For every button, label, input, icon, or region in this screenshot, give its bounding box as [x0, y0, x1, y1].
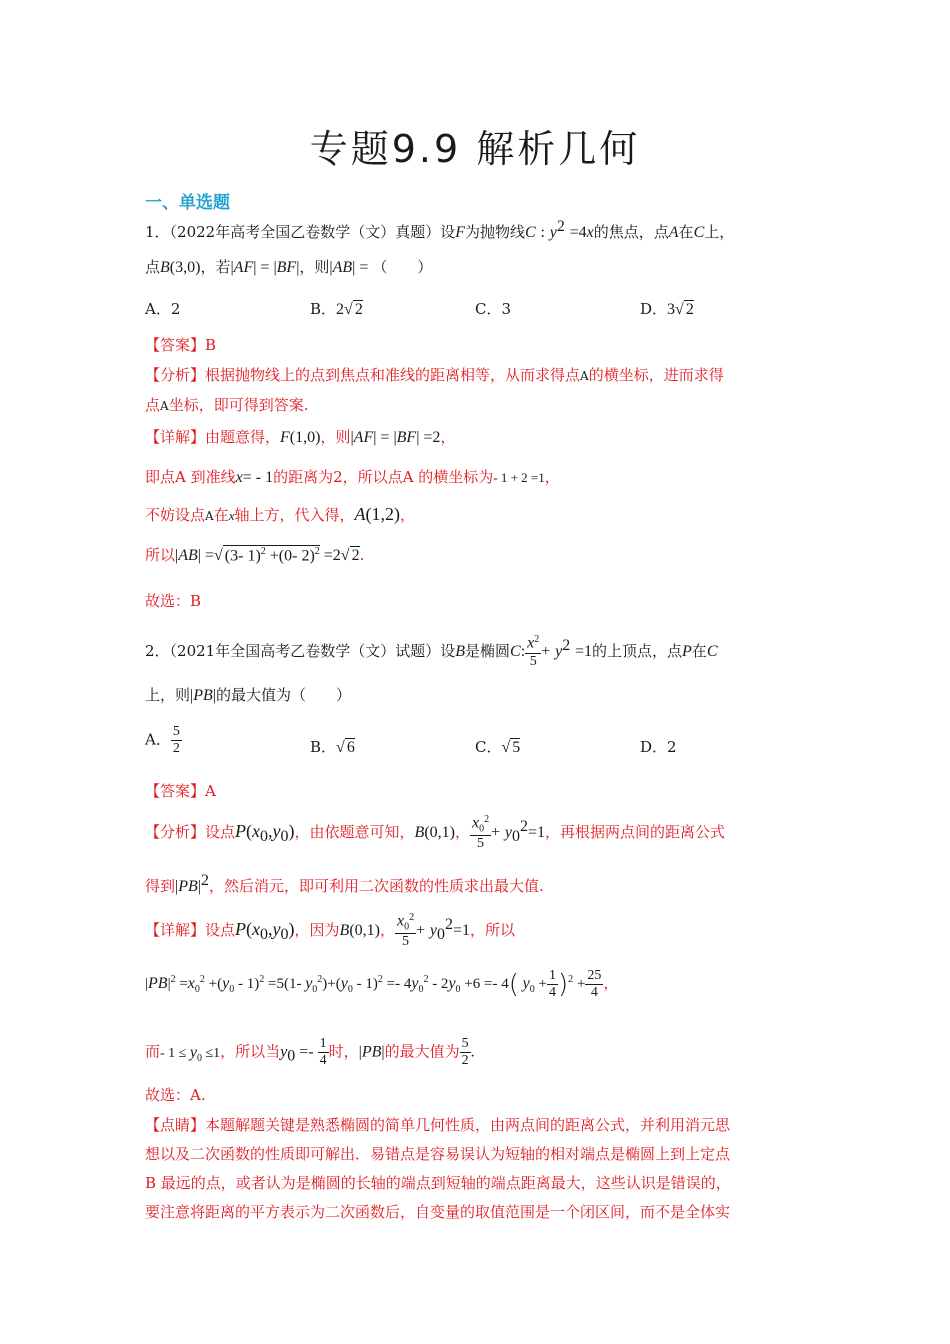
page-title: 专题9.9 解析几何 [309, 127, 641, 171]
q2-detail-conclusion: 而- $1 \le y_0 \le 1$，所以当$y_0$ =- $\frac{1}{4}$ 时，|PB|的最大值为 $\frac{5}{2}$ . [145, 1036, 475, 1069]
q2-comment-line4: 要注意将距离的平方表示为二次函数后，自变量的取值范围是一个闭区间，而不是全体实 [145, 1203, 731, 1221]
q1-stem-line2: 点B(3,0)，若|AF| = |BF|，则|AB| = （ ） [145, 258, 433, 276]
q1-analysis-line1: 【分析】根据抛物线上的点到焦点和准线的距离相等，从而求得点A的横坐标，进而求得 [145, 366, 724, 384]
q2-option-b: B．√ 6 [310, 738, 355, 756]
q2-comment-line1: 【点睛】本题解题关键是熟悉椭圆的简单几何性质，由两点间的距离公式，并利用消元思 [145, 1116, 731, 1134]
q1-option-a: A．2 [145, 300, 181, 318]
q1-answer: 【答案】B [145, 336, 217, 354]
q1-analysis-line2: 点A坐标，即可得到答案. [145, 396, 309, 414]
q1-choose: 故选：B [145, 592, 202, 610]
q1-option-b: B．2√ 2 [310, 300, 363, 318]
q1-detail-line4: 所以|AB| =√ (3- 1)$^2$ +(0- 2)$^2$ =2√ 2. [145, 545, 365, 564]
q2-option-d: D．2 [640, 738, 677, 756]
q2-comment-line3: B 最远的点，或者认为是椭圆的长轴的端点到短轴的端点距离最大，这些认识是错误的， [145, 1174, 731, 1192]
q2-choose: 故选：A. [145, 1086, 206, 1104]
q1-option-c: C．3 [475, 300, 512, 318]
q1-stem-line1: 1．（2022年高考全国乙卷数学（文）真题）设F为抛物线C : $y^2 =4x$的焦点，点A在C上， [145, 218, 735, 241]
q1-detail-line1: 【详解】由题意得，F(1,0)，则|AF| = |BF| =2， [145, 428, 456, 446]
q1-option-d: D．3√ 2 [640, 300, 694, 318]
q2-analysis-line1: 【分析】设点$P(x_0,y_0)$，由依题意可知，B(0,1)， $\frac{x_0^2}{5}$ + $y_0^2=1$，再根据两点间的距离公式 [145, 814, 726, 851]
q2-analysis-line2: 得到$|PB|^2$，然后消元，即可利用二次函数的性质求出最大值. [145, 872, 544, 895]
q2-stem-line2: 上，则|PB|的最大值为（ ） [145, 686, 351, 704]
q2-option-c: C．√ 5 [475, 738, 521, 756]
q2-detail-line1: 【详解】设点$P(x_0,y_0)$，因为B(0,1)， $\frac{x_0^2}{5}$ + $y_0^2=1$，所以 [145, 912, 516, 949]
q2-option-a: A． $\frac{5}{2}$ [145, 724, 180, 757]
q2-distance-equation: $|PB|^2 =x_0^2 +(y_0 - 1)^2 =5(1-$ $y_0^2)+(y_0 - 1)^2 =- 4y_0^2 - 2y_0 +6 =- 4$( $y_0$ + $\frac{1}{4}$ )$^2$ + $\frac{25}{4}$ ， [145, 968, 619, 1001]
q2-comment-line2: 想以及二次函数的性质即可解出．易错点是容易误认为短轴的相对端点是椭圆上到上定点 [145, 1145, 731, 1163]
q2-answer: 【答案】A [145, 782, 216, 800]
q1-detail-line3: 不妨设点A在x轴上方，代入得，A(1,2)， [145, 504, 416, 524]
section-heading: 一、单选题 [145, 193, 230, 213]
q1-detail-line2: 即点A 到准线x= - 1的距离为2，所以点A 的横坐标为- 1 + 2 =1， [145, 468, 560, 486]
q2-stem-line1: 2．（2021年全国高考乙卷数学（文）试题）设B是椭圆C: $\frac{x^2}{5}$ + $y^2 =1$的上顶点，点P在C [145, 634, 718, 670]
